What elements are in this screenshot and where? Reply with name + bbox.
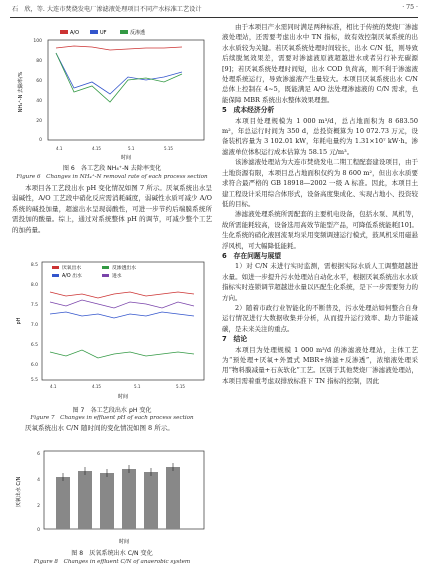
bar bbox=[166, 467, 180, 529]
paragraph: 渗滤液处理系统所需配套的主要机电设备，包括水泵、风机等，故所需能耗较高，设备选用高效节能型产品，可降低系统能耗[10]。生化系统的硝化液回流泵均采用变频调速运行模式，鼓风机采用磁悬浮风机，可大幅降低能耗。 bbox=[222, 210, 418, 250]
svg-text:5.15: 5.15 bbox=[164, 146, 173, 151]
figure-6-chart bbox=[12, 22, 212, 162]
section-heading: 6 存在问题与展望 bbox=[222, 251, 282, 260]
section-heading: 7 结论 bbox=[222, 335, 248, 344]
section-heading: 5 成本经济分析 bbox=[222, 106, 275, 115]
svg-text:0: 0 bbox=[39, 138, 42, 143]
fig8-caption-en: Figure 8 Changes in effluent C/N of anaerobic system bbox=[33, 559, 191, 565]
fig8-caption-zh: 图 8 厌氧系统出水 C/N 变化 bbox=[71, 550, 153, 557]
fig6-caption-zh: 图 6 各工艺段 NH₄⁺-N 去除率变化 bbox=[62, 165, 162, 172]
svg-text:60: 60 bbox=[36, 79, 42, 84]
bar bbox=[56, 477, 70, 529]
svg-text:4.15: 4.15 bbox=[92, 384, 101, 389]
svg-text:5.1: 5.1 bbox=[128, 146, 135, 151]
x-ticks-7 bbox=[50, 384, 185, 389]
y-ticks-7 bbox=[31, 262, 38, 383]
svg-text:5.1: 5.1 bbox=[134, 384, 141, 389]
svg-text:6.5: 6.5 bbox=[30, 343, 38, 348]
legend-label: A/O 出水 bbox=[62, 274, 82, 279]
figure-6 bbox=[12, 22, 212, 162]
left-text-1 bbox=[12, 183, 212, 235]
y-ticks-6 bbox=[33, 38, 42, 143]
bar bbox=[144, 472, 158, 529]
paragraph: 该渗滤液处理站为大连市焚烧发电二期工程配套建设项目，由于土地资源有限，本项目总占地面积仅约为 8 600 m²，但出水水质要求符合最严格的 GB 18918—2002 一级 A 标准。因此，本项目土建工程设计采用综合体形式，设备高度集成化、实现占地小、投资较低的目标。 bbox=[222, 158, 418, 208]
svg-text:4: 4 bbox=[37, 478, 40, 483]
right-column bbox=[222, 22, 418, 386]
svg-text:80: 80 bbox=[36, 59, 42, 64]
bar bbox=[122, 469, 136, 529]
page-number: · 75 · bbox=[402, 4, 418, 11]
figure-7-chart bbox=[12, 256, 212, 406]
paragraph: 2）随着市政行业智能化的不断普及，污水处理站如何整合自身运行情况进行大数据收集并分析，从而提升运行效率、助力节能减碳，是未来关注的重点。 bbox=[222, 303, 418, 333]
fig7-caption-zh: 图 7 各工艺段出水 pH 变化 bbox=[72, 407, 152, 414]
svg-text:20: 20 bbox=[36, 119, 42, 124]
svg-text:4.1: 4.1 bbox=[56, 146, 63, 151]
svg-text:6.0: 6.0 bbox=[30, 363, 38, 368]
svg-text:7.0: 7.0 bbox=[30, 323, 38, 328]
running-header: 石 欣，等. 大连市焚烧发电厂渗滤液处理项目不同产水标准工艺设计 bbox=[12, 6, 202, 13]
fig7-ylabel: pH bbox=[16, 317, 22, 325]
plot-frame bbox=[42, 262, 204, 380]
bar bbox=[78, 471, 92, 529]
paragraph: 本项目各工艺段出水 pH 变化情况如图 7 所示。厌氧系统出水呈弱碱性，A/O 工艺段中硝化反应需消耗碱度，弱碱性水质可减少 A/O 系统的碱投加量，超滤出水呈现弱酸性，可进一步节约后端膜系统所需投加的酸量。综上，通过对系统整体 pH 的调节，可减少整个工艺的加药量。 bbox=[12, 184, 212, 234]
svg-text:8.5: 8.5 bbox=[30, 263, 38, 268]
fig7-caption-en: Figure 7 Changes in effluent pH of each process section bbox=[30, 415, 194, 421]
legend-label: 厌氧出水 bbox=[62, 266, 82, 271]
svg-text:4.15: 4.15 bbox=[92, 146, 101, 151]
svg-text:7.5: 7.5 bbox=[30, 303, 38, 308]
legend-label-3: 反渗透 bbox=[130, 30, 146, 36]
paragraph: 本项目处理规模为 1 000 m³/d，总占地面积为 8 683.50 m²，年总运行时间为 350 d，总投资概算为 10 072.73 万元，设备装机容量为 3 102.01 kW，年耗电量约为 1.31×10⁷ kW·h。渗滤液单位体积运行成本估算为 58.15 元/m³。 bbox=[222, 116, 418, 156]
svg-text:5.15: 5.15 bbox=[176, 384, 185, 389]
header-rule bbox=[10, 17, 418, 18]
fig6-caption-en: Figure 6 Changes in NH₄⁺-N removal rate of each process section bbox=[16, 174, 208, 180]
bars-8 bbox=[56, 467, 180, 529]
legend-swatch-2 bbox=[90, 30, 98, 34]
svg-text:40: 40 bbox=[36, 99, 42, 104]
svg-text:5.5: 5.5 bbox=[30, 378, 38, 383]
fig8-xlabel: 时间 bbox=[118, 539, 130, 545]
y-ticks-8 bbox=[37, 451, 40, 533]
svg-text:8.0: 8.0 bbox=[30, 283, 38, 288]
series-ao bbox=[50, 312, 194, 318]
paragraph: 本项目为处理规模 1 000 m³/d 的渗滤液处理站，主体工艺为“预处理+厌氧+外置式 MBR+纳滤+反渗透”，浓缩液处理采用“物料膜减量+石灰软化”工艺。区别于其他焚烧厂渗滤液处理站，本项目需着重考虑双排放标准下 TN 指标的控制，因此 bbox=[222, 345, 418, 385]
bar bbox=[100, 473, 114, 529]
series-ao bbox=[56, 46, 182, 50]
legend-label: 反渗透出水 bbox=[112, 266, 136, 271]
paragraph: 厌氧系统出水 C/N 随时间的变化情况如图 8 所示。 bbox=[25, 424, 174, 432]
svg-text:4.1: 4.1 bbox=[50, 384, 57, 389]
legend-swatch-1 bbox=[60, 30, 68, 34]
legend-label: 进水 bbox=[112, 274, 122, 279]
figure-8 bbox=[12, 447, 212, 547]
svg-text:0: 0 bbox=[37, 528, 40, 533]
figure-8-chart bbox=[12, 447, 212, 547]
legend-label-1: A/O bbox=[70, 30, 80, 36]
svg-text:6: 6 bbox=[37, 452, 40, 457]
svg-text:2: 2 bbox=[37, 504, 40, 509]
legend-swatch-3 bbox=[120, 30, 128, 34]
fig6-xlabel: 时间 bbox=[120, 155, 132, 161]
x-ticks-6 bbox=[56, 146, 173, 151]
series-anaerobic bbox=[50, 292, 194, 298]
fig6-ylabel: NH₄⁺-N 去除率/% bbox=[18, 71, 24, 113]
fig8-ylabel: 厌氧出水 C/N bbox=[16, 476, 22, 508]
fig7-xlabel: 时间 bbox=[117, 394, 129, 400]
series-influent bbox=[50, 300, 194, 308]
legend-label-2: UF bbox=[100, 30, 107, 36]
paragraph: 由于本项目产水需同时满足两种标准，相比于传统的焚烧厂渗滤液处理站，还需要考虑出水中 TN 指标，故有效控制厌氧系统的出水水质较为关键。若厌氧系统处理时间较长，出水 C/N 低，则导致后续脱氮效果差，需要对渗滤液原液超越进水或者另行补充碳源[9]；若厌氧系统处理时间短，出水 COD 负荷高，则不利于渗滤液处理系统运行，导致渗滤液产生量较大。本项目厌氧系统出水 C/N 总体上控制在 4~5，既能满足 A/O 法处理渗滤液的 C/N 需求，也能保障 MBR 系统出水整体效果理想。 bbox=[222, 23, 418, 104]
series-uf bbox=[56, 53, 182, 94]
paragraph: 1）对 C/N 未进行实时监测，需根据实际水质人工调整超越进水量。如进一步提升污水处理站自动化水平，根据厌氧系统出水水质指标实时连锁调节超越进水量以匹配生化系统，是下一步需要努力的方向。 bbox=[222, 262, 418, 302]
left-text-2 bbox=[12, 423, 212, 433]
legend-7 bbox=[52, 264, 136, 279]
svg-text:100: 100 bbox=[33, 39, 42, 44]
series-ro bbox=[50, 350, 194, 358]
figure-7 bbox=[12, 256, 212, 406]
plot-frame bbox=[48, 40, 204, 140]
